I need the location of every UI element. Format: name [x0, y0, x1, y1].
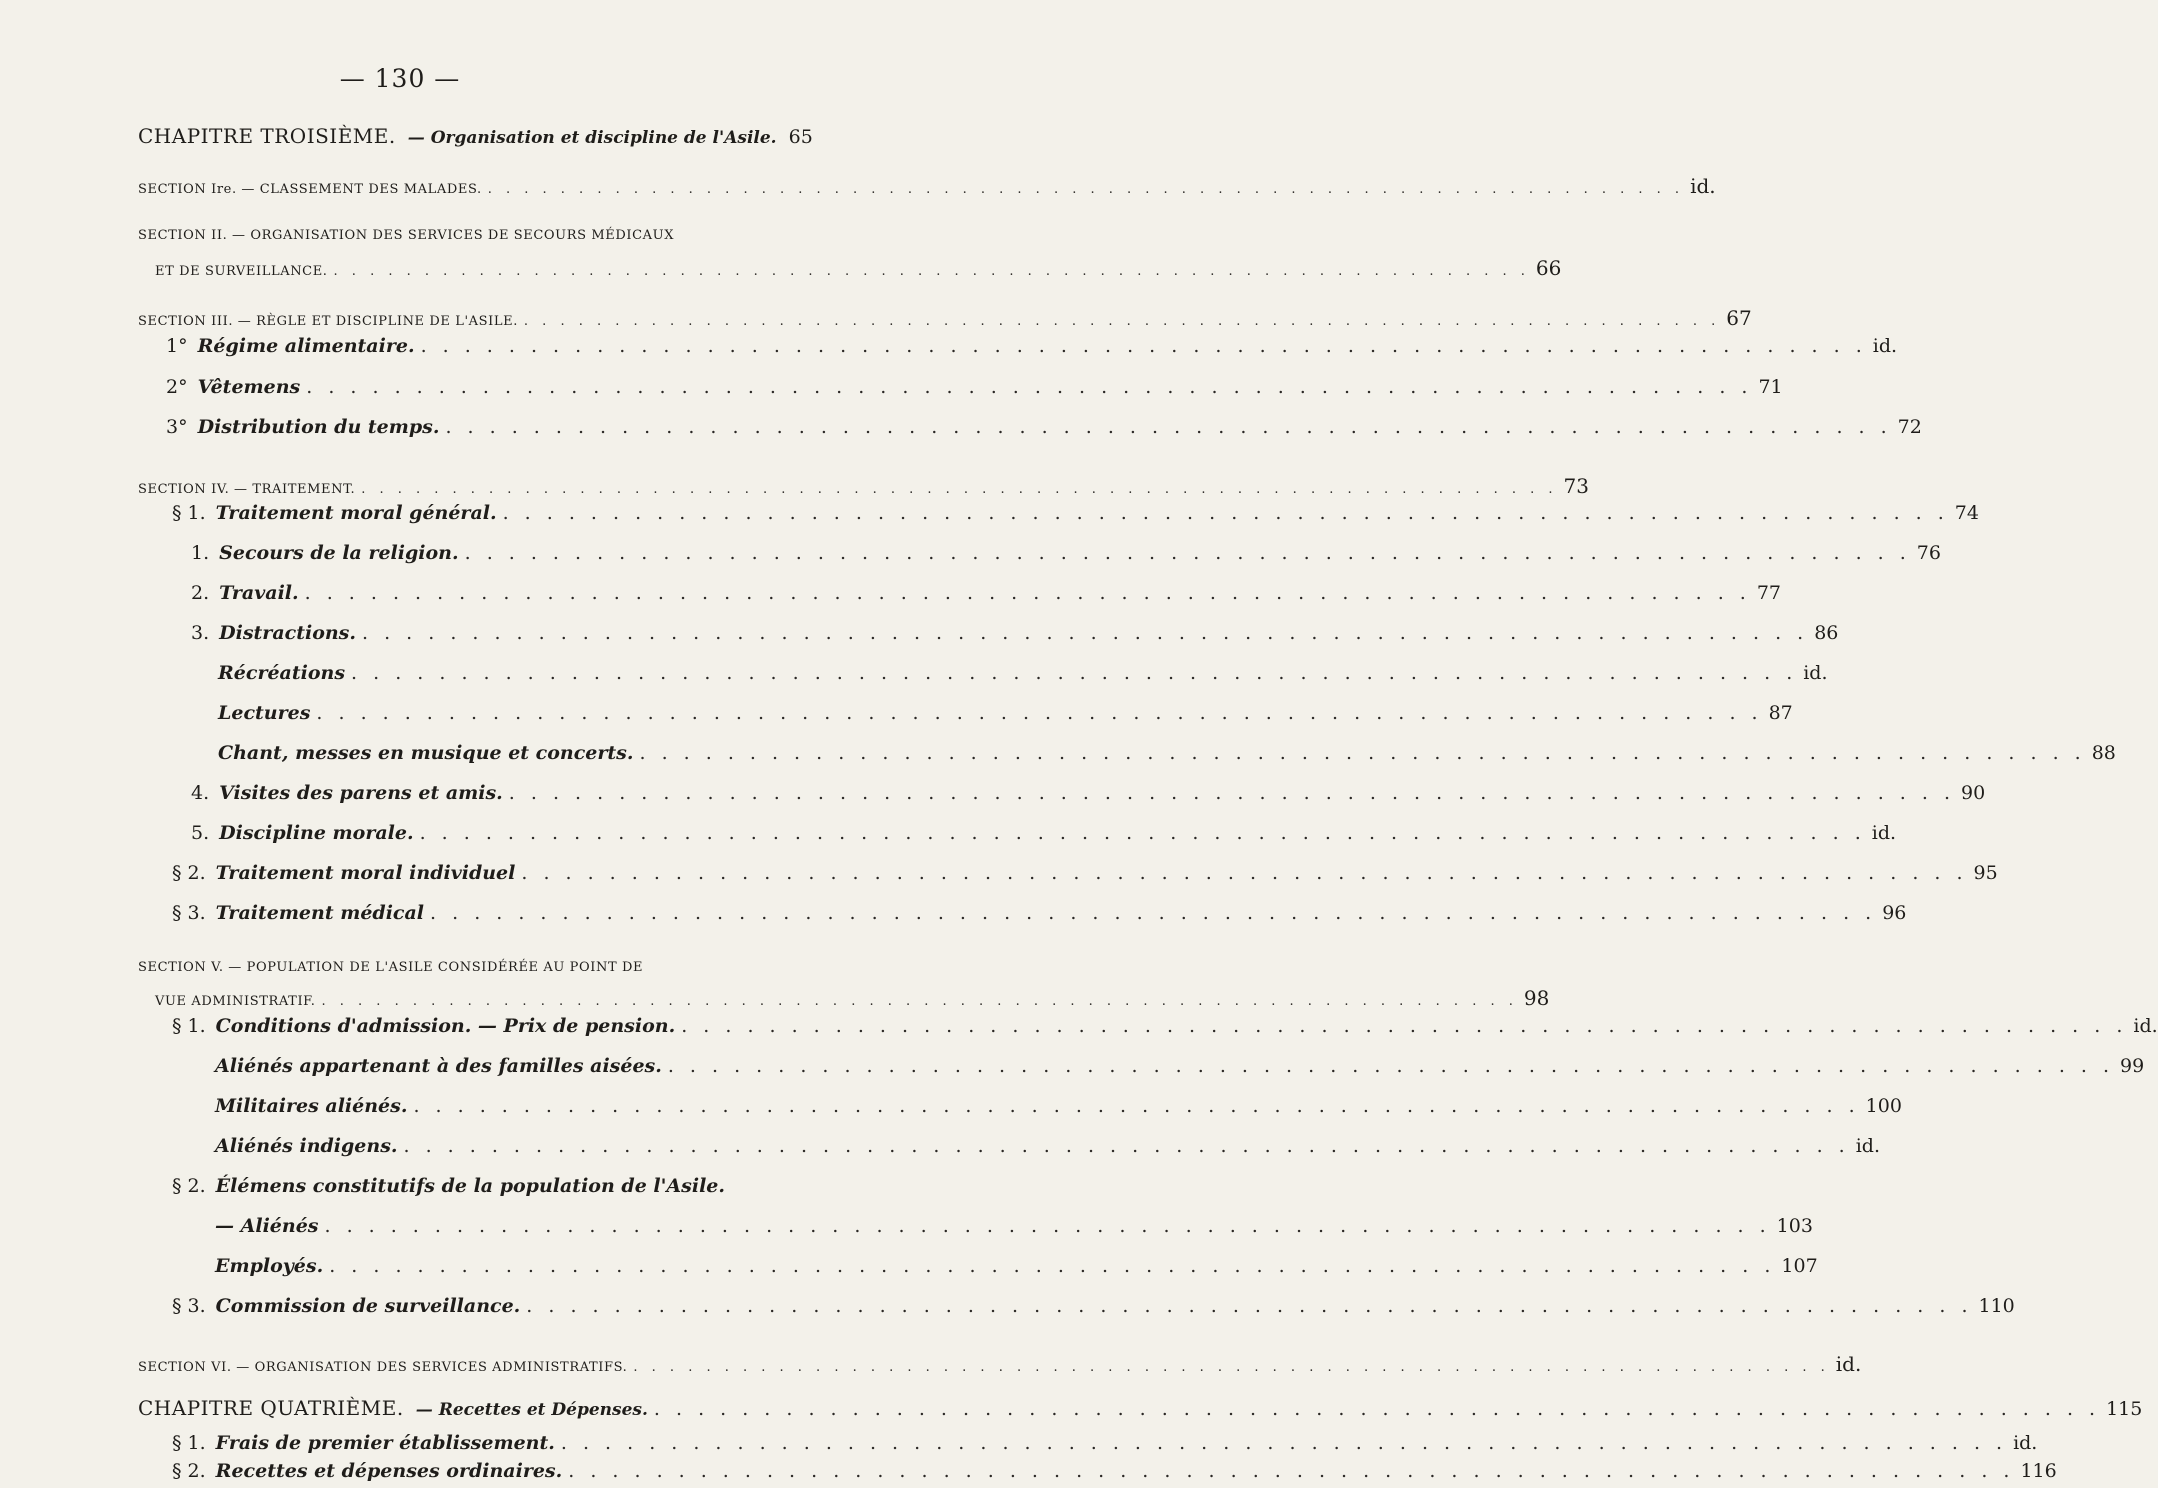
page-ref: 107	[1781, 1255, 1818, 1277]
section-title: SECTION VI. — ORGANISATION DES SERVICES ADMINISTRATIFS.	[138, 1360, 628, 1375]
toc-entry: § 2. Élémens constitutifs de la population de l'Asile.	[172, 1175, 726, 1197]
section-title: ET DE SURVEILLANCE.	[155, 264, 328, 279]
page-ref: 86	[1814, 622, 1839, 644]
leader-dots	[305, 582, 1751, 604]
leader-dots	[640, 742, 2086, 764]
page-ref: id.	[2133, 1015, 2158, 1037]
toc-entry: 3° Distribution du temps. . . . 72	[166, 416, 766, 438]
leader-dots	[561, 1432, 2007, 1454]
toc-section-2-line-1: SECTION II. — ORGANISATION DES SERVICES DE SECOURS MÉDICAUX	[138, 228, 675, 243]
leader-dots	[430, 902, 1876, 924]
toc-chapter-3	[138, 124, 813, 148]
toc-entry: § 2. Traitement moral individuel . . . 95	[172, 862, 766, 884]
page-ref: id.	[1690, 174, 1716, 198]
toc-entry: Chant, messes en musique et concerts. . . . 88	[218, 742, 766, 764]
toc-entry: 4. Visites des parens et amis. . . . 90	[191, 782, 766, 804]
leader-dots	[413, 1095, 1859, 1117]
toc-entry: § 1. Traitement moral général. . . . 74	[172, 502, 766, 524]
toc-entry: — Aliénés . . . 103	[215, 1215, 766, 1237]
toc-entry: Lectures . . . 87	[218, 702, 766, 724]
toc-section-3	[138, 306, 1752, 330]
page-ref: 99	[2120, 1055, 2145, 1077]
page-ref: id.	[2013, 1432, 2038, 1454]
toc-entry: § 1. Conditions d'admission. — Prix de pension. . . . id.	[172, 1015, 766, 1037]
toc-chapter-4	[138, 1396, 2143, 1420]
page-ref: 88	[2091, 742, 2116, 764]
page-ref: 71	[1758, 376, 1783, 398]
page-ref: 72	[1897, 416, 1922, 438]
toc-section-6	[138, 1352, 1862, 1376]
toc-entry: Récréations . . . id.	[218, 662, 766, 684]
toc-section-1	[138, 174, 1716, 198]
section-title: SECTION Ire. — CLASSEMENT DES MALADES.	[138, 182, 482, 197]
section-title: SECTION III. — RÈGLE ET DISCIPLINE DE L'ASILE.	[138, 314, 518, 329]
page-ref: 98	[1523, 986, 1550, 1010]
section-title: SECTION IV. — TRAITEMENT.	[138, 482, 356, 497]
chapter-label: CHAPITRE QUATRIÈME.	[138, 1396, 404, 1420]
leader-dots	[334, 264, 1530, 279]
toc-entry: § 3. Commission de surveillance. . . . 110	[172, 1295, 766, 1317]
leader-dots	[509, 782, 1955, 804]
chapter-subtitle: — Recettes et Dépenses.	[415, 1400, 648, 1420]
chapter-label: CHAPITRE TROISIÈME.	[138, 124, 396, 148]
leader-dots	[681, 1015, 2127, 1037]
page-ref: 87	[1768, 702, 1793, 724]
page-ref: 77	[1756, 582, 1781, 604]
page-ref: id.	[1872, 335, 1898, 357]
page-ref: 116	[2020, 1460, 2057, 1482]
leader-dots	[361, 482, 1557, 497]
leader-dots	[322, 994, 1518, 1009]
page-ref: 76	[1916, 542, 1941, 564]
leader-dots	[351, 662, 1797, 684]
chapter-subtitle: — Organisation et discipline de l'Asile.	[407, 128, 777, 148]
page-ref: 115	[2106, 1398, 2143, 1420]
toc-entry: 1° Régime alimentaire. . . . id.	[166, 335, 766, 357]
leader-dots	[324, 1215, 1770, 1237]
leader-dots	[362, 622, 1808, 644]
toc-entry: 5. Discipline morale. . . . id.	[191, 822, 766, 844]
toc-entry: Militaires aliénés. . . . 100	[215, 1095, 766, 1117]
page-ref: 103	[1776, 1215, 1813, 1237]
toc-entry: 3. Distractions. . . . 86	[191, 622, 766, 644]
page-ref: id.	[1803, 662, 1828, 684]
toc-section-5-line-1: SECTION V. — POPULATION DE L'ASILE CONSIDÉRÉE AU POINT DE	[138, 960, 644, 975]
leader-dots	[633, 1360, 1829, 1375]
leader-dots	[524, 314, 1720, 329]
leader-dots	[488, 182, 1684, 197]
page-ref: 110	[1978, 1295, 2015, 1317]
leader-dots	[526, 1295, 1972, 1317]
leader-dots	[306, 376, 1752, 398]
toc-section-5-line-2	[155, 986, 1550, 1010]
leader-dots	[654, 1398, 2100, 1420]
toc-entry: Aliénés indigens. . . . id.	[215, 1135, 766, 1157]
page-ref: id.	[1855, 1135, 1880, 1157]
leader-dots	[329, 1255, 1775, 1277]
page-ref: 67	[1726, 306, 1752, 330]
page-ref: 96	[1882, 902, 1907, 924]
leader-dots	[404, 1135, 1850, 1157]
page-ref: 73	[1563, 474, 1589, 498]
toc-entry: 2. Travail. . . . 77	[191, 582, 766, 604]
toc-entry: Employés. . . . 107	[215, 1255, 766, 1277]
page-ref: id.	[1871, 822, 1897, 844]
leader-dots	[668, 1055, 2114, 1077]
page-ref: 100	[1865, 1095, 1902, 1117]
toc-entry: § 3. Traitement médical . . . 96	[172, 902, 766, 924]
toc-section-4	[138, 474, 1589, 498]
toc-entry: 2° Vêtemens . . . 71	[166, 376, 766, 398]
page-ref: 95	[1973, 862, 1998, 884]
page-ref: 65	[788, 126, 813, 148]
leader-dots	[521, 862, 1967, 884]
page-ref: 90	[1960, 782, 1986, 804]
page-ref: 74	[1954, 502, 1979, 524]
leader-dots	[445, 416, 1891, 438]
leader-dots	[316, 702, 1762, 724]
leader-dots	[568, 1460, 2014, 1482]
page-ref: id.	[1835, 1352, 1862, 1376]
leader-dots	[420, 822, 1866, 844]
leader-dots	[421, 335, 1867, 357]
leader-dots	[503, 502, 1949, 524]
toc-entry: § 1. Frais de premier établissement. . . . id.	[172, 1432, 766, 1454]
toc-entry: 1. Secours de la religion. . . . 76	[191, 542, 766, 564]
section-title: VUE ADMINISTRATIF.	[155, 994, 316, 1009]
toc-section-2-line-2	[155, 256, 1562, 280]
page-number-header: — 130 —	[339, 64, 461, 93]
page-ref: 66	[1535, 256, 1562, 280]
leader-dots	[465, 542, 1911, 564]
toc-entry: § 2. Recettes et dépenses ordinaires. . . . 116	[172, 1460, 766, 1482]
toc-entry: Aliénés appartenant à des familles aisées. . . . 99	[215, 1055, 766, 1077]
